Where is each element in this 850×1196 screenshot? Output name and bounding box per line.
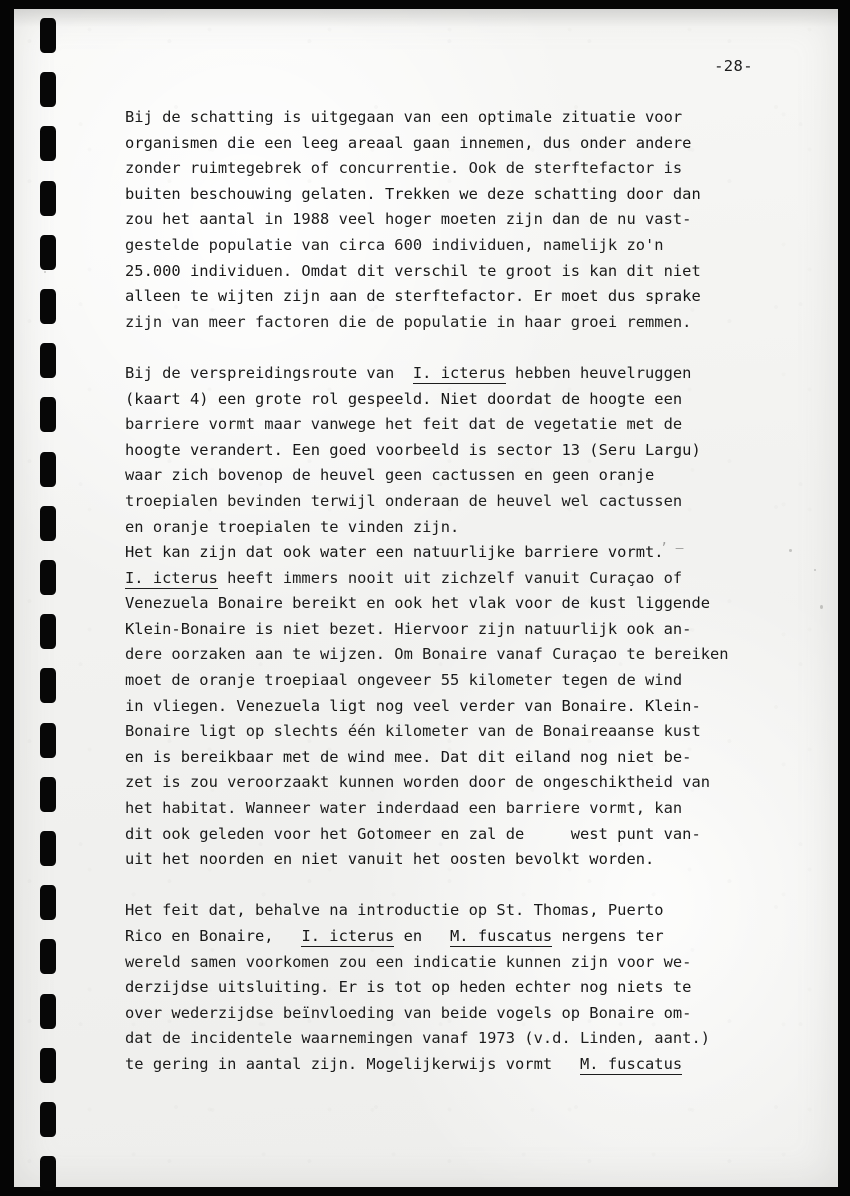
punch-hole <box>40 343 56 378</box>
punch-hole <box>40 939 56 974</box>
text-line <box>125 591 785 617</box>
text-line: zonder ruimtegebrek of concurrentie. Ook de sterftefactor is <box>125 159 683 178</box>
species-name-underlined: I. icterus <box>125 568 218 587</box>
top-edge-shadow <box>14 9 838 27</box>
text-line <box>125 975 785 1001</box>
text-line <box>125 489 785 515</box>
punch-hole <box>40 397 56 432</box>
text-run: heeft immers nooit uit zichzelf vanuit Curaçao of <box>217 568 683 587</box>
punch-hole <box>40 614 56 649</box>
paper-sheet <box>14 9 838 1187</box>
scan-smudge: ’ – <box>660 541 684 556</box>
text-run: dat de incidentele waarnemingen vanaf 1973 (v.d. Linden, aant.) <box>125 1029 711 1048</box>
punch-hole <box>40 994 56 1029</box>
text-line <box>125 387 785 413</box>
paragraph <box>125 105 785 335</box>
scan-speckle <box>44 271 46 273</box>
page-number: -28- <box>714 57 753 75</box>
text-line <box>125 950 785 976</box>
text-line <box>125 642 785 668</box>
text-run: uit het noorden en niet vanuit het oosten bevolkt worden. <box>125 850 655 869</box>
text-run: dit ook geleden voor het Gotomeer en zal de west punt van- <box>125 824 701 843</box>
text-line <box>125 719 785 745</box>
text-run: Het feit dat, behalve na introductie op St. Thomas, Puerto <box>125 901 664 920</box>
spiral-binding-holes <box>14 9 74 1187</box>
punch-hole <box>40 126 56 161</box>
text-line <box>125 566 785 592</box>
text-line <box>125 694 785 720</box>
text-run: over wederzijdse beïnvloeding van beide vogels op Bonaire om- <box>125 1003 692 1022</box>
text-line <box>125 1052 785 1078</box>
text-line: gestelde populatie van circa 600 individuen, namelijk zo'n <box>125 235 664 254</box>
text-run: Rico en Bonaire, <box>125 927 302 945</box>
text-line <box>125 847 785 873</box>
text-run: en is bereikbaar met de wind mee. Dat dit eiland nog niet be- <box>125 747 692 766</box>
punch-hole <box>40 506 56 541</box>
text-line <box>125 1001 785 1027</box>
punch-hole <box>40 18 56 53</box>
species-name-underlined: M. fuscatus <box>450 927 553 945</box>
scan-speckle <box>820 605 823 609</box>
species-name-underlined: M. fuscatus <box>580 1054 683 1073</box>
text-line <box>125 770 785 796</box>
punch-hole <box>40 72 56 107</box>
text-run: derzijdse uitsluiting. Er is tot op heden echter nog niets te <box>125 978 692 997</box>
text-line <box>125 438 785 464</box>
species-name-underlined: I. icterus <box>412 363 506 382</box>
punch-hole <box>40 831 56 866</box>
text-line: Bij de schatting is uitgegaan van een optimale zituatie voor <box>125 108 683 126</box>
text-run: wereld samen voorkomen zou een indicatie kunnen zijn voor we- <box>125 952 692 971</box>
text-run: Klein-Bonaire is niet bezet. Hiervoor zijn natuurlijk ook an- <box>125 619 692 638</box>
text-run: hebben heuvelruggen <box>505 363 692 382</box>
paragraph <box>125 898 785 1077</box>
text-run: en <box>394 927 451 945</box>
text-run: in vliegen. Venezuela ligt nog veel verder van Bonaire. Klein- <box>125 696 701 715</box>
text-run: dere oorzaken aan te wijzen. Om Bonaire vanaf Curaçao te bereiken <box>125 645 729 664</box>
text-line <box>125 617 785 643</box>
text-run: nergens ter <box>552 927 664 945</box>
scan-speckle <box>814 569 816 571</box>
text-line <box>125 796 785 822</box>
text-line <box>125 668 785 694</box>
text-run: en oranje troepialen te vinden zijn. <box>125 517 460 536</box>
text-line: zou het aantal in 1988 veel hoger moeten zijn dan de nu vast- <box>125 210 692 229</box>
scan-speckle <box>789 549 792 552</box>
text-run: te gering in aantal zijn. Mogelijkerwijs vormt <box>125 1054 581 1073</box>
text-line: organismen die een leeg areaal gaan innemen, dus onder andere <box>125 133 692 152</box>
text-run: Het kan zijn dat ook water een natuurlijke barriere vormt. <box>125 543 664 562</box>
text-line <box>125 1026 785 1052</box>
text-line: 25.000 individuen. Omdat dit verschil te groot is kan dit niet <box>125 261 701 280</box>
punch-hole <box>40 289 56 324</box>
punch-hole <box>40 1156 56 1191</box>
punch-hole <box>40 723 56 758</box>
punch-hole <box>40 560 56 595</box>
text-run: hoogte verandert. Een goed voorbeeld is sector 13 (Seru Largu) <box>125 440 701 459</box>
punch-hole <box>40 181 56 216</box>
text-run: Bonaire ligt op slechts één kilometer van de Bonaireaanse kust <box>125 722 701 741</box>
punch-hole <box>40 885 56 920</box>
text-line <box>125 463 785 489</box>
text-line <box>125 412 785 438</box>
punch-hole <box>40 235 56 270</box>
text-line <box>125 515 785 541</box>
species-name-underlined: I. icterus <box>301 927 395 945</box>
text-line <box>125 924 785 950</box>
text-line <box>125 540 785 566</box>
text-run: troepialen bevinden terwijl onderaan de heuvel wel cactussen <box>125 491 683 510</box>
typed-body-text <box>125 105 785 1078</box>
punch-hole <box>40 452 56 487</box>
punch-hole <box>40 668 56 703</box>
text-run: (kaart 4) een grote rol gespeeld. Niet doordat de hoogte een <box>125 389 683 408</box>
text-line <box>125 822 785 848</box>
text-run: zet is zou veroorzaakt kunnen worden door de ongeschiktheid van <box>125 773 711 792</box>
text-run: Venezuela Bonaire bereikt en ook het vlak voor de kust liggende <box>125 594 711 613</box>
text-run: barriere vormt maar vanwege het feit dat de vegetatie met de <box>125 415 683 434</box>
text-run: het habitat. Wanneer water inderdaad een barriere vormt, kan <box>125 799 683 818</box>
text-line <box>125 361 785 387</box>
punch-hole <box>40 1048 56 1083</box>
text-run: Bij de verspreidingsroute van <box>125 363 413 382</box>
punch-hole <box>40 777 56 812</box>
text-run: waar zich bovenop de heuvel geen cactussen en geen oranje <box>125 466 655 485</box>
text-line: alleen te wijten zijn aan de sterftefactor. Er moet dus sprake <box>125 287 701 306</box>
text-line: zijn van meer factoren die de populatie in haar groei remmen. <box>125 312 692 331</box>
text-line: buiten beschouwing gelaten. Trekken we deze schatting door dan <box>125 184 701 203</box>
text-line <box>125 745 785 771</box>
punch-hole <box>40 1102 56 1137</box>
paragraph <box>125 361 785 873</box>
text-run: moet de oranje troepiaal ongeveer 55 kilometer tegen de wind <box>125 671 683 690</box>
text-line <box>125 898 785 924</box>
